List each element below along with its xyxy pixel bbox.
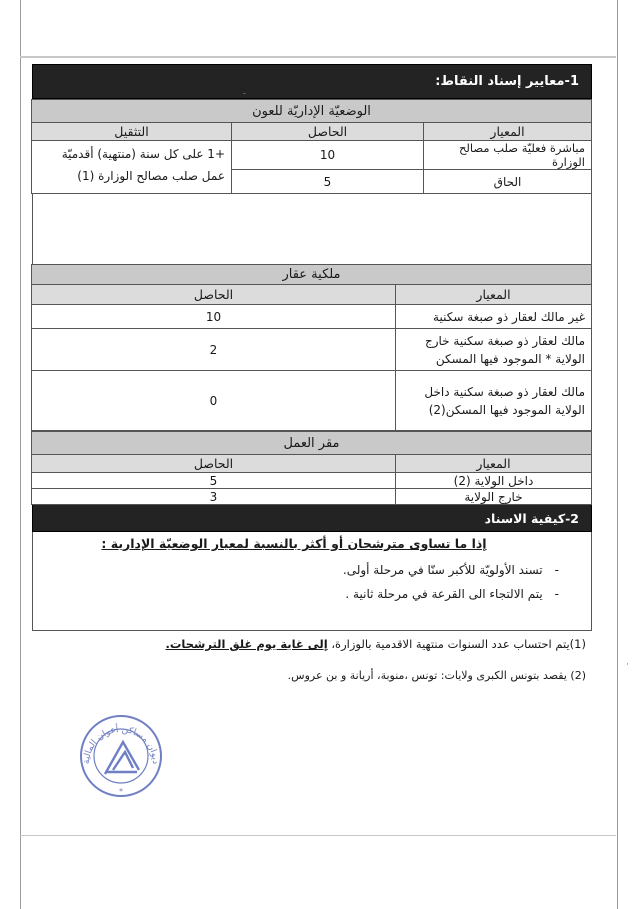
- tie-break-list: [47, 563, 577, 601]
- property-row2-criterion: [396, 329, 592, 371]
- footnote-1-text: (1)يتم احتساب عدد السنوات منتهية الاقدمية بالوزارة،: [327, 637, 586, 651]
- admin-weight-line2: عمل صلب مصالح الوزارة (1): [77, 169, 225, 183]
- admin-table-title: الوضعيّة الإداريّة للعون: [32, 100, 592, 123]
- workplace-table-title: مقر العمل: [32, 432, 592, 455]
- admin-row2-criterion: الحاق: [424, 170, 592, 194]
- property-row3-line1: مالك لعقار ذو صبغة سكنية داخل: [424, 384, 585, 399]
- table-row: [32, 141, 592, 170]
- table-row: [31, 371, 591, 431]
- section1-title: 1-معايير إسناد النقاط:: [32, 64, 592, 99]
- property-row3-line2: الولاية الموجود فيها المسكن(2): [428, 402, 585, 417]
- workplace-row2-score: 3: [32, 489, 396, 505]
- property-row3-criterion: [396, 371, 592, 431]
- scan-mark: ـ: [243, 87, 246, 97]
- admin-row1-weight: [32, 141, 232, 194]
- property-header-score: الحاصل: [31, 285, 395, 305]
- table-row: [31, 305, 591, 329]
- workplace-row1-score: 5: [32, 473, 396, 489]
- stamp-text: ديوان مساكن أعوان المالية: [81, 724, 161, 765]
- property-row3-score: 0: [31, 371, 395, 431]
- stamp-star-icon: *: [119, 787, 123, 796]
- document-content: [32, 64, 592, 682]
- property-table: [31, 264, 592, 431]
- workplace-table: [31, 431, 592, 505]
- stamp-logo-icon: [105, 742, 139, 774]
- workplace-row2-criterion: خارج الولاية: [396, 489, 592, 505]
- footnote-1: [32, 637, 592, 651]
- admin-header-weight: التثقيل: [32, 123, 232, 141]
- footnote-1-emphasis: إلى غاية يوم غلق الترشحات.: [165, 637, 328, 651]
- property-header-criterion: المعيار: [396, 285, 592, 305]
- admin-row1-criterion: مباشرة فعليّة صلب مصالح الوزارة: [424, 141, 592, 170]
- list-item: - يتم الالتجاء الى القرعة في مرحلة ثانية .: [47, 587, 559, 601]
- allocation-method-box: [32, 532, 592, 631]
- top-rule: [20, 56, 616, 58]
- admin-row1-score: 10: [232, 141, 424, 170]
- list-item: - تسند الأولويّة للأكبر سنّا في مرحلة أولى.: [47, 563, 559, 577]
- property-table-title: ملكية عقار: [31, 265, 591, 285]
- admin-row2-score: 5: [232, 170, 424, 194]
- section2-title: 2-كيفية الاسناد: [32, 505, 592, 532]
- workplace-header-score: الحاصل: [32, 455, 396, 473]
- footnote-2: (2) يقصد بتونس الكبرى ولايات: تونس ،منوبة، أريانة و بن عروس.: [287, 669, 586, 682]
- table-row: [32, 473, 592, 489]
- office-stamp: [77, 712, 165, 800]
- property-row2-line1: مالك لعقار ذو صبغة سكنية خارج: [424, 333, 585, 348]
- admin-header-criterion: المعيار: [424, 123, 592, 141]
- admin-status-table: [31, 99, 592, 194]
- blank-area: [32, 194, 592, 264]
- table-row: [32, 489, 592, 505]
- admin-weight-line1: +1 على كل سنة (منتهية) أقدميّة: [61, 147, 225, 161]
- tie-break-heading: إذا ما تساوى مترشحان أو أكثر بالنسبة لمعيار الوضعيّة الإدارية :: [101, 536, 487, 551]
- table-row: [31, 329, 591, 371]
- workplace-row1-criterion: داخل الولاية (2): [396, 473, 592, 489]
- property-row1-criterion: غير مالك لعقار ذو صبغة سكنية: [396, 305, 592, 329]
- scan-dot: ·: [626, 660, 629, 670]
- bottom-rule: [20, 835, 616, 836]
- workplace-header-criterion: المعيار: [396, 455, 592, 473]
- property-row2-line2: الولاية * الموجود فيها المسكن: [435, 351, 585, 366]
- property-row1-score: 10: [31, 305, 395, 329]
- admin-header-score: الحاصل: [232, 123, 424, 141]
- property-row2-score: 2: [31, 329, 395, 371]
